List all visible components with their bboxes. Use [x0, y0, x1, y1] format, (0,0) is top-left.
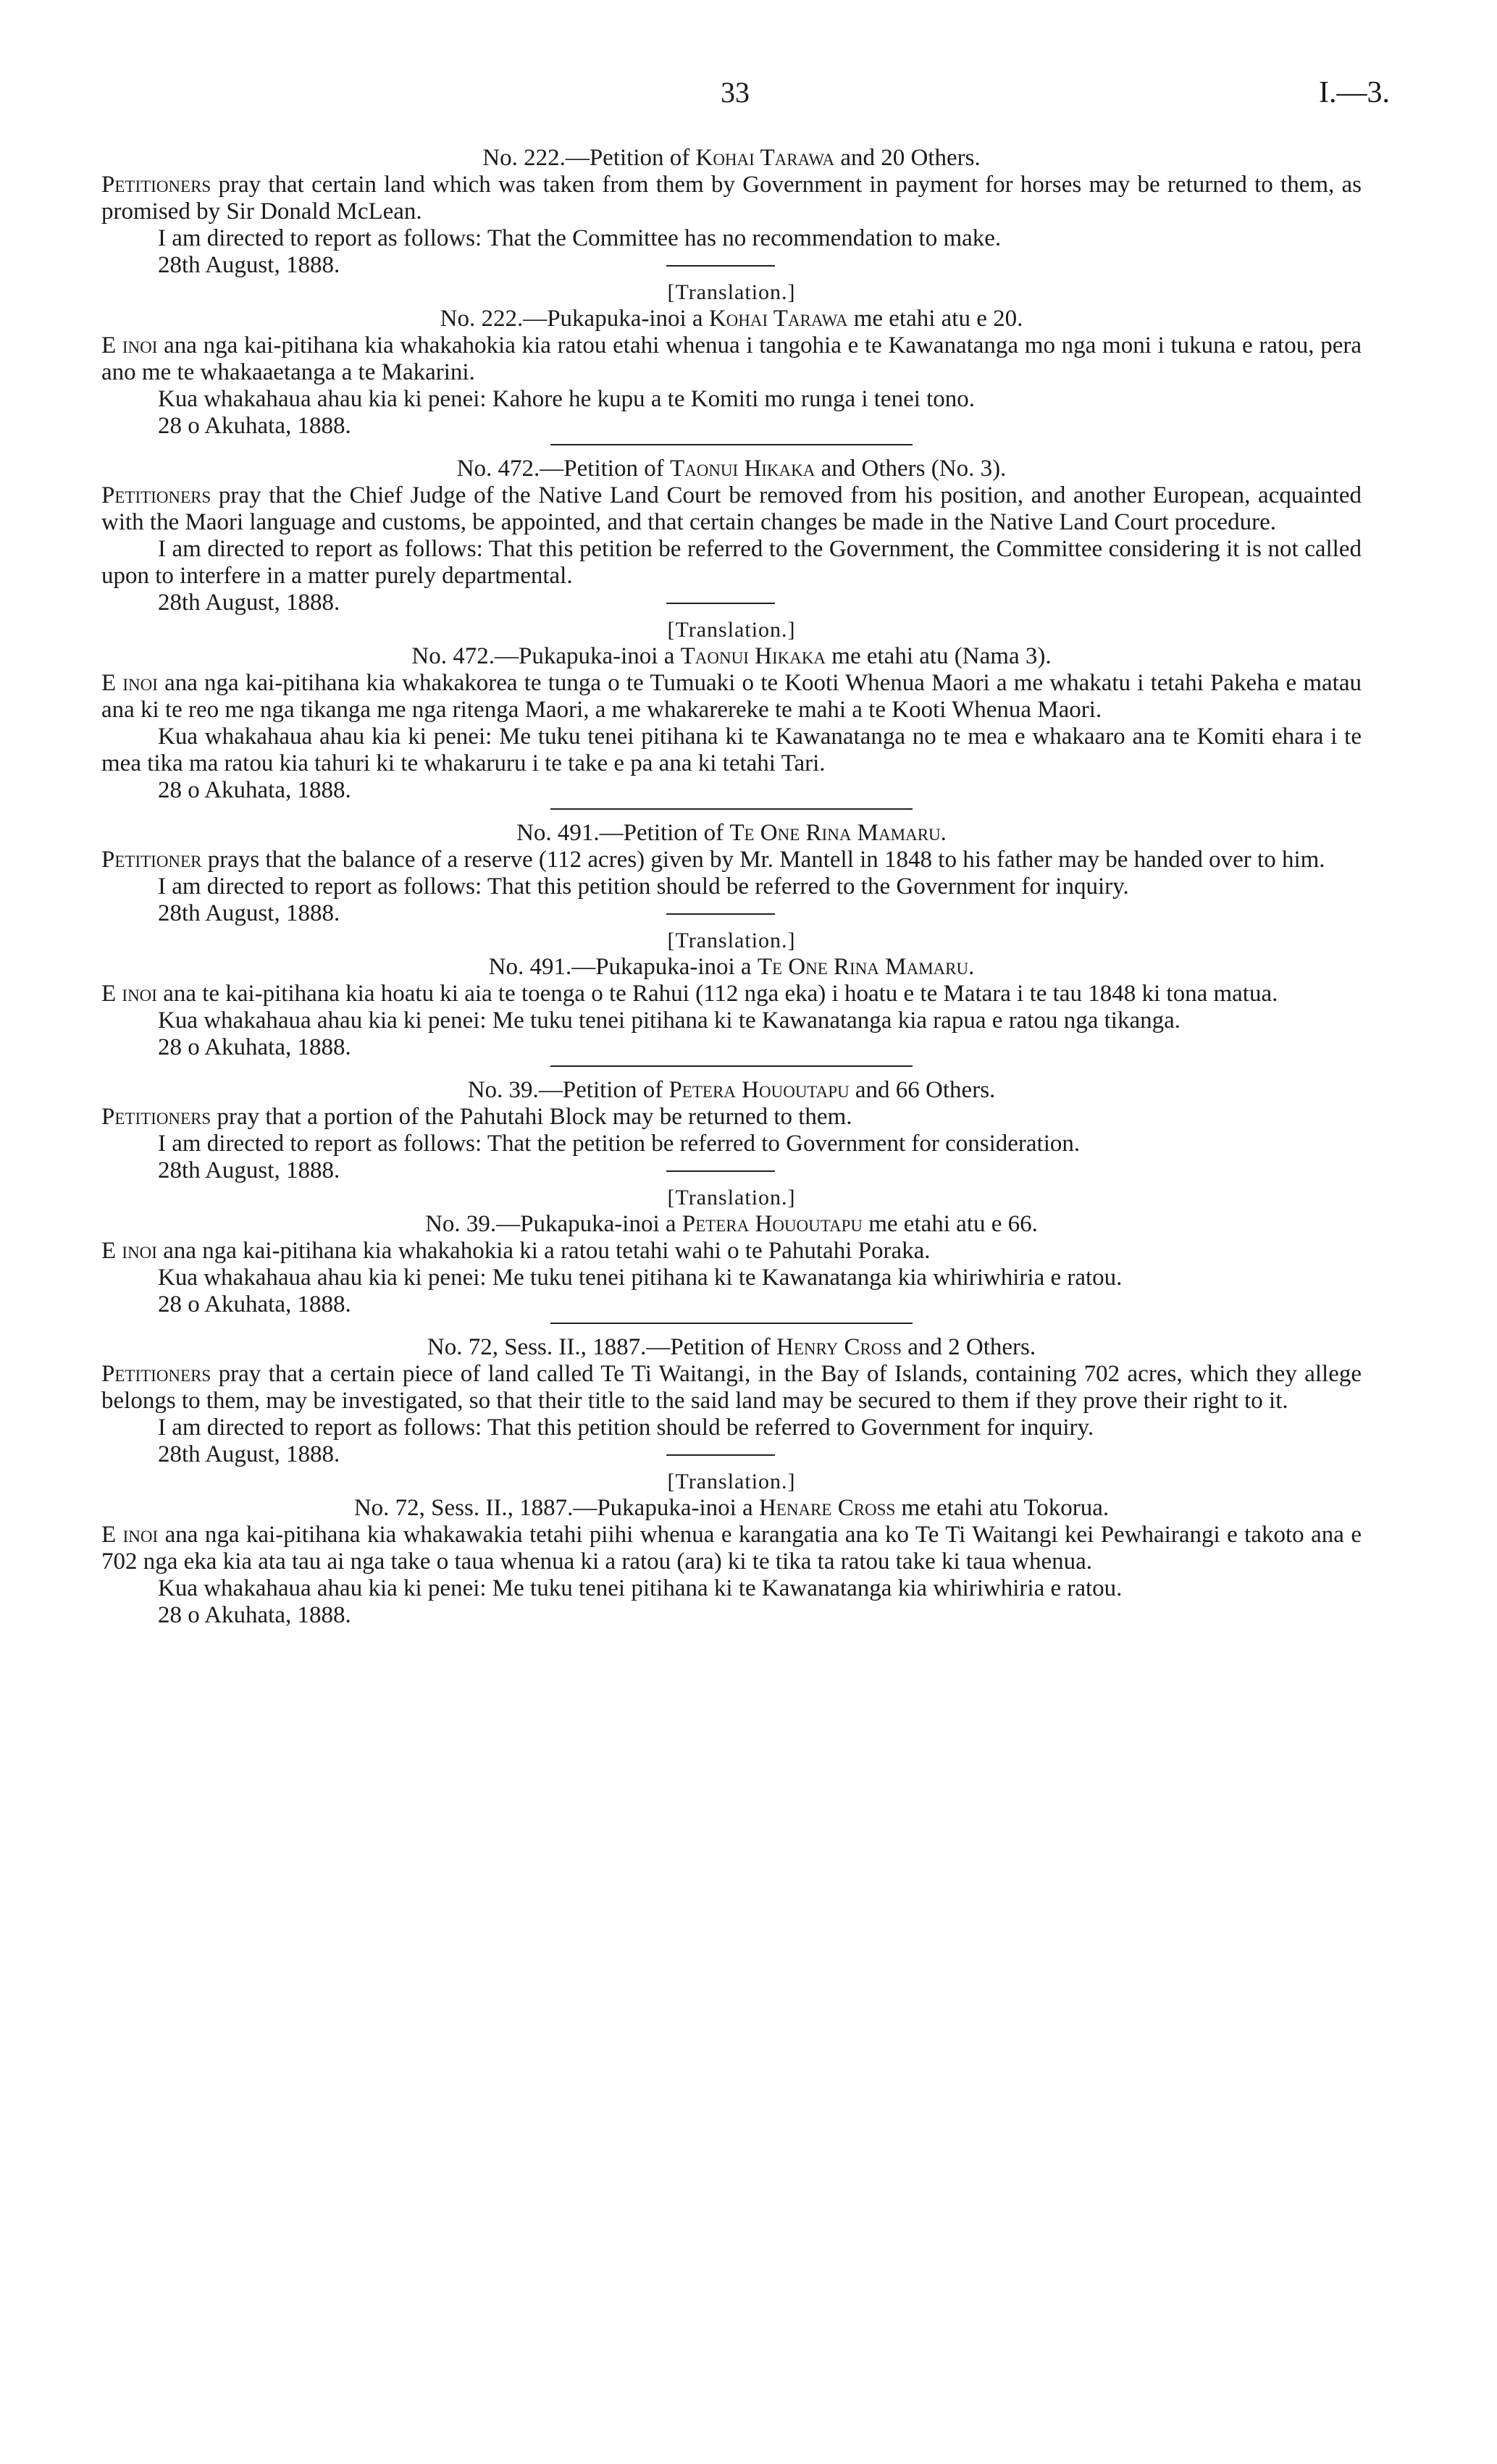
- translation-label: [Translation.]: [667, 1470, 796, 1493]
- section-divider: [550, 1065, 913, 1067]
- translation-label: [Translation.]: [667, 1186, 796, 1210]
- body-text: prays that the balance of a reserve (112 acres) given by Mr. Mantell in 1848 to his father may be handed over to him.: [201, 847, 1325, 873]
- short-divider: [666, 603, 775, 604]
- tr-title-suffix: me etahi atu (Nama 3).: [826, 643, 1052, 669]
- tr-body-text: ana nga kai-pitihana kia whakahokia ki a ratou tetahi wahi o te Pahutahi Poraka.: [156, 1238, 931, 1264]
- body-text: pray that a certain piece of land called Te Ti Waitangi, in the Bay of Islands, containing 702 acres, which they allege belongs to them, may be investigated, so that their title to the said land may be secured to them if they prove their right to it.: [101, 1361, 1362, 1414]
- section-divider: [550, 444, 913, 445]
- petitioner-name: Taonui Hikaka: [669, 456, 815, 482]
- report-date-text: 28th August, 1888.: [158, 1441, 340, 1467]
- petition-title: [101, 1077, 1362, 1104]
- tr-petitioner-name: Te One Rina Mamaru: [757, 954, 969, 980]
- body-lead: Petitioner: [101, 847, 202, 873]
- translation-title: [101, 643, 1362, 670]
- petitions-content: [101, 145, 1362, 1629]
- tr-body-text: ana nga kai-pitihana kia whakakorea te tunga o te Tumuaki o te Kooti Whenua Maori a me whakatu i tetahi Pakeha e matau ana ki te reo me nga tikanga me nga ritenga Maori, a me whakarereke te mahi a te Kooti Whenua Maori.: [101, 670, 1362, 723]
- petitioner-name: Petera Hououtapu: [668, 1077, 850, 1103]
- translation-date: 28 o Akuhata, 1888.: [158, 1034, 351, 1060]
- report-date-text: 28th August, 1888.: [158, 900, 340, 926]
- petition-body: [101, 847, 1362, 873]
- translation-date: 28 o Akuhata, 1888.: [158, 1602, 351, 1628]
- body-lead: Petitioners: [101, 482, 211, 508]
- petition-section: [101, 456, 1362, 810]
- tr-body-lead: E inoi: [101, 332, 158, 359]
- title-suffix: .: [940, 820, 947, 846]
- report-date: [101, 590, 1362, 616]
- petition-title: [101, 145, 1362, 172]
- report-date-text: 28th August, 1888.: [158, 252, 340, 278]
- translation-body: [101, 670, 1362, 724]
- report-date-text: 28th August, 1888.: [158, 590, 340, 616]
- committee-report: I am directed to report as follows: That the Committee has no recommendation to make.: [158, 225, 1002, 251]
- committee-report: I am directed to report as follows: That the petition be referred to Government for consideration.: [158, 1131, 1081, 1157]
- translation-date: 28 o Akuhata, 1888.: [158, 1291, 351, 1317]
- petition-body: [101, 172, 1362, 225]
- tr-title-suffix: me etahi atu e 20.: [847, 306, 1023, 332]
- translation-title: [101, 954, 1362, 981]
- translation-report: Kua whakahaua ahau kia ki penei: Me tuku tenei pitihana ki te Kawanatanga kia whiriwhiria e ratou.: [158, 1265, 1123, 1291]
- petition-title: [101, 820, 1362, 847]
- title-prefix: No. 222.—Petition of: [482, 145, 696, 171]
- tr-title-prefix: No. 72, Sess. II., 1887.—Pukapuka-inoi a: [353, 1495, 759, 1521]
- short-divider: [666, 1454, 775, 1456]
- body-lead: Petitioners: [101, 1104, 211, 1130]
- title-suffix: and 2 Others.: [902, 1334, 1036, 1360]
- committee-report: I am directed to report as follows: That this petition should be referred to Government for inquiry.: [158, 1415, 1094, 1441]
- tr-petitioner-name: Petera Hououtapu: [682, 1211, 863, 1237]
- tr-body-text: ana te kai-pitihana kia hoatu ki aia te toenga o te Rahui (112 nga eka) i hoatu e te Matara i te tau 1848 ki tona matua.: [156, 981, 1278, 1007]
- translation-report: Kua whakahaua ahau kia ki penei: Kahore he kupu a te Komiti mo runga i tenei tono.: [158, 386, 976, 412]
- petition-body: [101, 1361, 1362, 1415]
- report-date: [101, 1441, 1362, 1468]
- translation-label: [Translation.]: [667, 929, 796, 952]
- translation-label: [Translation.]: [667, 618, 796, 642]
- petition-title: [101, 1334, 1362, 1361]
- report-date: [101, 900, 1362, 927]
- title-prefix: No. 472.—Petition of: [456, 456, 670, 482]
- report-date: [101, 1157, 1362, 1184]
- tr-petitioner-name: Taonui Hikaka: [680, 643, 826, 669]
- report-date-text: 28th August, 1888.: [158, 1157, 340, 1183]
- tr-title-prefix: No. 39.—Pukapuka-inoi a: [425, 1211, 682, 1237]
- petition-title: [101, 456, 1362, 482]
- translation-label: [Translation.]: [667, 280, 796, 304]
- body-text: pray that the Chief Judge of the Native Land Court be removed from his position, and another European, acquainted with the Maori language and customs, be appointed, and that certain changes be made in the Native Land Court procedure.: [101, 482, 1362, 535]
- translation-body: [101, 332, 1362, 386]
- translation-title: [101, 1495, 1362, 1522]
- title-suffix: and 66 Others.: [849, 1077, 996, 1103]
- tr-title-prefix: No. 491.—Pukapuka-inoi a: [488, 954, 758, 980]
- translation-report: Kua whakahaua ahau kia ki penei: Me tuku tenei pitihana ki te Kawanatanga no te mea e whakaaro ana te Komiti ehara i te mea tika ma ratou kia tahuri ki te whakaruru i te take e pa ana ki tetahi Tari.: [101, 724, 1362, 776]
- tr-title-prefix: No. 222.—Pukapuka-inoi a: [440, 306, 709, 332]
- body-text: pray that a portion of the Pahutahi Block may be returned to them.: [211, 1104, 852, 1130]
- petition-body: [101, 1104, 1362, 1131]
- title-prefix: No. 39.—Petition of: [467, 1077, 669, 1103]
- translation-date: 28 o Akuhata, 1888.: [158, 777, 351, 803]
- translation-body: [101, 981, 1362, 1007]
- title-prefix: No. 491.—Petition of: [516, 820, 730, 846]
- translation-report: Kua whakahaua ahau kia ki penei: Me tuku tenei pitihana ki te Kawanatanga kia whiriwhiria e ratou.: [158, 1575, 1123, 1601]
- report-date: [101, 252, 1362, 279]
- title-prefix: No. 72, Sess. II., 1887.—Petition of: [427, 1334, 777, 1360]
- short-divider: [666, 1170, 775, 1172]
- translation-body: [101, 1522, 1362, 1575]
- tr-body-lead: E inoi: [101, 670, 158, 696]
- short-divider: [666, 265, 775, 267]
- title-suffix: and Others (No. 3).: [815, 456, 1007, 482]
- petitioner-name: Kohai Tarawa: [695, 145, 835, 171]
- translation-report: Kua whakahaua ahau kia ki penei: Me tuku tenei pitihana ki te Kawanatanga kia rapua e ratou nga tikanga.: [158, 1007, 1181, 1034]
- tr-body-text: ana nga kai-pitihana kia whakahokia kia ratou etahi whenua i tangohia e te Kawanatanga mo nga moni i tukuna e ratou, pera ano me te whakaaetanga a te Makarini.: [101, 332, 1362, 385]
- body-lead: Petitioners: [101, 172, 211, 198]
- petition-section: [101, 145, 1362, 445]
- translation-title: [101, 1211, 1362, 1238]
- tr-title-suffix: me etahi atu e 66.: [862, 1211, 1038, 1237]
- body-lead: Petitioners: [101, 1361, 211, 1387]
- tr-body-lead: E inoi: [101, 981, 157, 1007]
- section-divider: [550, 1323, 913, 1324]
- tr-body-text: ana nga kai-pitihana kia whakawakia tetahi piihi whenua e karangatia ana ko Te Ti Waitangi kei Pewhairangi e takoto ana e 702 nga eka kia ata tau ai nga take o taua whenua ki a ratou (ara) ki te tika ta ratou take ki taua whenua.: [101, 1522, 1362, 1575]
- paper-reference: I.—3.: [1319, 76, 1390, 109]
- tr-petitioner-name: Kohai Tarawa: [708, 306, 848, 332]
- page-number: 33: [721, 76, 750, 109]
- section-divider: [550, 808, 913, 810]
- translation-date: 28 o Akuhata, 1888.: [158, 413, 351, 439]
- committee-report: I am directed to report as follows: That this petition be referred to the Government, the Committee considering it is not called upon to interfere in a matter purely departmental.: [101, 536, 1362, 589]
- tr-body-lead: E inoi: [101, 1522, 159, 1548]
- petition-section: [101, 1077, 1362, 1324]
- translation-body: [101, 1238, 1362, 1265]
- tr-title-prefix: No. 472.—Pukapuka-inoi a: [411, 643, 681, 669]
- petition-body: [101, 482, 1362, 536]
- translation-title: [101, 306, 1362, 332]
- short-divider: [666, 913, 775, 915]
- petitioner-name: Te One Rina Mamaru: [729, 820, 941, 846]
- tr-title-suffix: me etahi atu Tokorua.: [895, 1495, 1110, 1521]
- petition-section: [101, 1334, 1362, 1629]
- tr-title-suffix: .: [968, 954, 975, 980]
- title-suffix: and 20 Others.: [834, 145, 981, 171]
- petitioner-name: Henry Cross: [776, 1334, 902, 1360]
- tr-body-lead: E inoi: [101, 1238, 157, 1264]
- committee-report: I am directed to report as follows: That this petition should be referred to the Government for inquiry.: [158, 873, 1129, 900]
- petition-section: [101, 820, 1362, 1067]
- body-text: pray that certain land which was taken from them by Government in payment for horses may be returned to them, as promised by Sir Donald McLean.: [101, 172, 1362, 225]
- tr-petitioner-name: Henare Cross: [758, 1495, 896, 1521]
